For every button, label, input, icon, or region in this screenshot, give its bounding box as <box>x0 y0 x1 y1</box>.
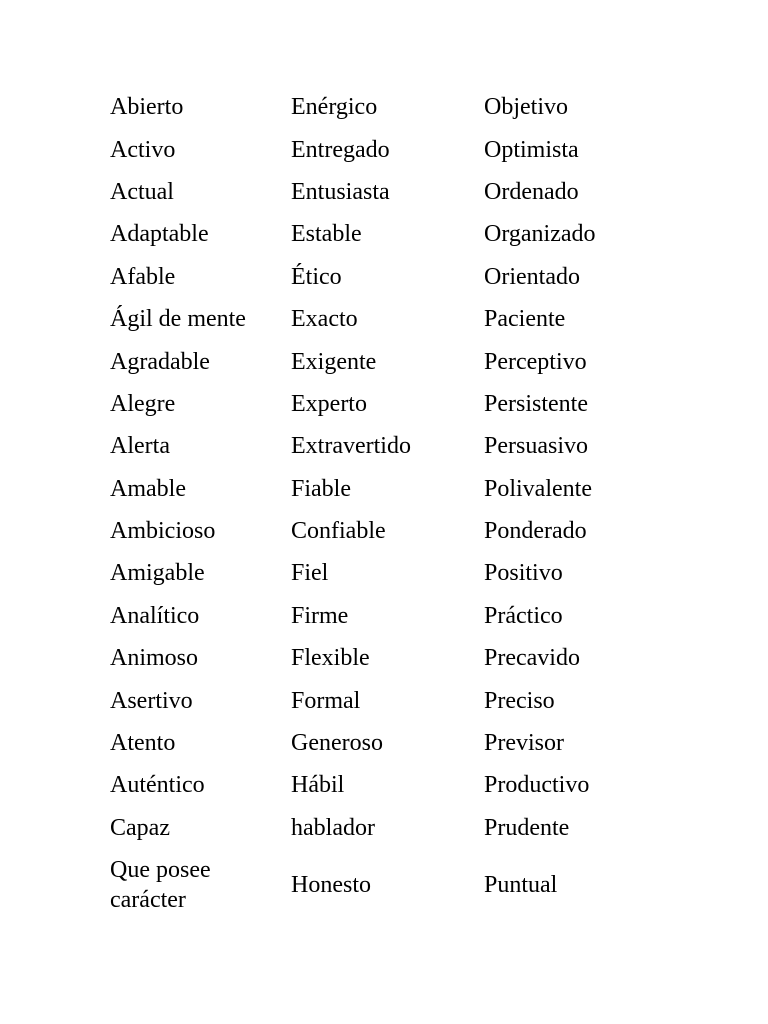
table-cell: Confiable <box>291 518 386 545</box>
table-cell: Orientado <box>484 263 580 290</box>
table-cell: Perceptivo <box>484 348 587 375</box>
table-cell: Fiel <box>291 560 329 587</box>
table-cell: Animoso <box>110 645 199 672</box>
table-cell: Fiable <box>291 475 351 502</box>
table-row <box>110 256 684 298</box>
table-cell: Activo <box>110 136 176 163</box>
table-row <box>110 128 684 170</box>
table-row <box>110 637 684 679</box>
table-row <box>110 425 684 467</box>
table-cell: Auténtico <box>110 772 205 799</box>
table-cell: Abierto <box>110 94 184 121</box>
table-row <box>110 849 684 921</box>
table-cell: Hábil <box>291 772 345 799</box>
table-row <box>110 595 684 637</box>
table-cell: Persuasivo <box>484 433 588 460</box>
table-cell: Ambicioso <box>110 518 216 545</box>
table-cell: Generoso <box>291 730 383 757</box>
table-cell: Enérgico <box>291 94 378 121</box>
table-cell: Agradable <box>110 348 210 375</box>
table-cell: Precavido <box>484 645 580 672</box>
table-cell: Actual <box>110 178 174 205</box>
table-cell: Preciso <box>484 687 555 714</box>
table-cell: Positivo <box>484 560 563 587</box>
table-row <box>110 213 684 255</box>
table-row <box>110 807 684 849</box>
table-cell: Optimista <box>484 136 579 163</box>
table-cell: Paciente <box>484 306 566 333</box>
table-cell: Organizado <box>484 221 596 248</box>
table-cell: Alerta <box>110 433 170 460</box>
table-cell: Firme <box>291 602 349 629</box>
table-row <box>110 86 684 128</box>
table-row <box>110 340 684 382</box>
table-cell: Afable <box>110 263 176 290</box>
table-cell: Atento <box>110 730 176 757</box>
table-cell: hablador <box>291 814 375 841</box>
table-cell: Entusiasta <box>291 178 390 205</box>
table-cell: Ponderado <box>484 518 587 545</box>
table-cell: Persistente <box>484 390 588 417</box>
table-cell: Entregado <box>291 136 390 163</box>
table-row <box>110 383 684 425</box>
table-row <box>110 510 684 552</box>
table-cell: Asertivo <box>110 687 193 714</box>
table-cell: Ordenado <box>484 178 579 205</box>
adjective-table <box>110 86 684 921</box>
table-row <box>110 722 684 764</box>
table-cell: Polivalente <box>484 475 592 502</box>
table-cell: Flexible <box>291 645 370 672</box>
table-cell: Ético <box>291 263 342 290</box>
table-cell: Exigente <box>291 348 377 375</box>
table-cell: Alegre <box>110 390 176 417</box>
table-cell: Ágil de mente <box>110 306 246 333</box>
table-cell: Analítico <box>110 602 200 629</box>
table-cell: Productivo <box>484 772 590 799</box>
table-row <box>110 171 684 213</box>
table-cell: Práctico <box>484 602 563 629</box>
table-cell: Capaz <box>110 814 170 841</box>
table-row <box>110 298 684 340</box>
table-cell: Puntual <box>484 872 558 899</box>
table-row <box>110 552 684 594</box>
table-row <box>110 679 684 721</box>
table-cell: Experto <box>291 390 367 417</box>
table-cell: Extravertido <box>291 433 411 460</box>
table-cell: Que posee carácter <box>110 857 211 914</box>
table-cell: Exacto <box>291 306 358 333</box>
table-cell: Objetivo <box>484 94 568 121</box>
table-cell: Previsor <box>484 730 564 757</box>
table-cell: Formal <box>291 687 361 714</box>
table-cell: Adaptable <box>110 221 209 248</box>
table-cell: Estable <box>291 221 362 248</box>
table-cell: Amigable <box>110 560 205 587</box>
table-row <box>110 764 684 806</box>
table-cell: Amable <box>110 475 186 502</box>
table-cell: Honesto <box>291 872 371 899</box>
table-row <box>110 468 684 510</box>
table-cell: Prudente <box>484 814 570 841</box>
